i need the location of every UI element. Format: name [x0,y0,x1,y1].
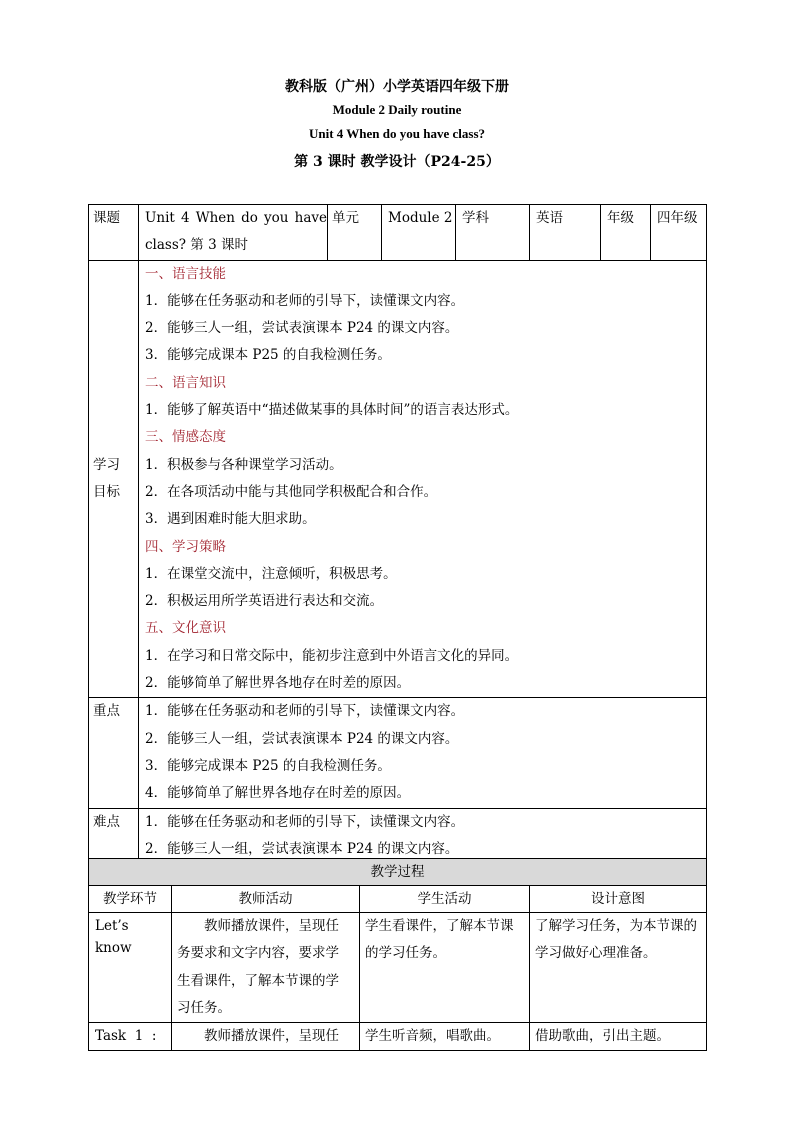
objectives-label-line2: 目标 [93,483,120,500]
key-points-label-cell [89,698,139,808]
process-header-row [89,886,707,913]
stage-cell: Let’s know [89,913,172,1023]
process-row [89,1023,707,1051]
difficulties-row [89,808,707,864]
student-line: 学生听音频，唱歌曲。 [365,1028,500,1045]
unit-label-cell [328,205,382,261]
section-heading-attitude: 三、情感态度 [145,429,226,446]
topic-value-line2: class? 第 3 课时 [145,237,248,254]
topic-label-cell [89,205,139,261]
key-points-content-cell [139,698,707,808]
key-point-item: 4．能够简单了解世界各地存在时差的原因。 [145,785,411,802]
doc-title-series: 教科版（广州）小学英语四年级下册 [285,79,509,95]
key-point-item: 1．能够在任务驱动和老师的引导下，读懂课文内容。 [145,703,465,720]
intent-line: 借助歌曲，引出主题。 [535,1028,670,1045]
grade-value: 四年级 [657,210,698,226]
objective-item: 2．能够简单了解世界各地存在时差的原因。 [145,675,411,692]
key-points-row [89,698,707,808]
student-activity-cell [360,1023,530,1051]
unit-label: 单元 [332,210,359,226]
section-heading-culture: 五、文化意识 [145,620,226,637]
intent-line: 了解学习任务，为本节课的 [535,918,697,934]
key-point-item: 3．能够完成课本 P25 的自我检测任务。 [145,757,391,774]
col-header-stage: 教学环节 [89,886,172,913]
intent-line: 学习做好心理准备。 [535,945,657,962]
doc-title-module: Module 2 Daily routine [332,102,462,117]
objective-item: 3．能够完成课本 P25 的自我检测任务。 [145,347,391,364]
col-header-intent: 设计意图 [530,886,707,913]
objective-item: 1．能够了解英语中“描述做某事的具体时间”的语言表达形式。 [145,402,519,419]
difficulties-label-cell [89,808,139,864]
objectives-label-cell [89,260,139,698]
info-row [89,205,707,261]
unit-value-cell [382,205,456,261]
teacher-activity-cell [172,1023,360,1051]
objectives-row [89,260,707,698]
design-intent-cell [530,1023,707,1051]
objectives-content-cell [139,260,707,698]
objective-item: 2．积极运用所学英语进行表达和交流。 [145,593,384,610]
design-intent-cell [530,913,707,1023]
difficulty-item: 1．能够在任务驱动和老师的引导下，读懂课文内容。 [145,813,465,830]
objective-item: 1．能够在任务驱动和老师的引导下，读懂课文内容。 [145,292,465,309]
teacher-activity-cell [172,913,360,1023]
objective-item: 1．积极参与各种课堂学习活动。 [145,456,343,473]
lesson-info-table [88,204,707,864]
difficulties-label: 难点 [93,813,120,830]
topic-label: 课题 [93,210,120,226]
teacher-line: 习任务。 [177,999,231,1016]
grade-label: 年级 [607,210,634,226]
objective-item: 1．在学习和日常交际中，能初步注意到中外语言文化的异同。 [145,647,519,664]
objective-item: 1．在课堂交流中，注意倾听，积极思考。 [145,565,397,582]
objective-item: 2．能够三人一组，尝试表演课本 P24 的课文内容。 [145,320,459,337]
subject-value: 英语 [536,210,563,226]
key-points-label: 重点 [93,703,120,720]
topic-value-line1: Unit 4 When do you have [145,210,327,226]
topic-value-cell [139,205,328,261]
subject-value-cell [530,205,601,261]
doc-title-lesson: 第 3 课时 教学设计（P24-25） [294,154,500,170]
difficulties-content-cell [139,808,707,864]
objectives-label-line1: 学习 [93,456,120,473]
subject-label-cell [456,205,530,261]
section-heading-skills: 一、语言技能 [145,265,226,282]
process-row [89,913,707,1023]
unit-value: Module 2 [388,210,453,226]
section-heading-knowledge: 二、语言知识 [145,374,226,391]
col-header-teacher: 教师活动 [172,886,360,913]
process-title: 教学过程 [89,859,707,886]
teaching-process-table [88,858,707,1051]
grade-label-cell [601,205,651,261]
teacher-line: 教师播放课件，呈现任 [204,918,339,934]
objective-item: 3．遇到困难时能大胆求助。 [145,511,316,528]
teacher-line: 生看课件，了解本节课的学 [177,972,339,989]
student-activity-cell [360,913,530,1023]
key-point-item: 2．能够三人一组，尝试表演课本 P24 的课文内容。 [145,730,459,747]
grade-value-cell [651,205,707,261]
subject-label: 学科 [462,210,489,226]
doc-title-unit: Unit 4 When do you have class? [308,126,485,141]
objective-item: 2．在各项活动中能与其他同学积极配合和合作。 [145,483,438,500]
teacher-line: 教师播放课件，呈现任 [204,1028,339,1045]
teacher-line: 务要求和文字内容，要求学 [177,945,339,962]
section-heading-strategy: 四、学习策略 [145,538,226,555]
student-line: 学生看课件，了解本节课 [365,918,514,934]
student-line: 的学习任务。 [365,945,446,962]
difficulty-item: 2．能够三人一组，尝试表演课本 P24 的课文内容。 [145,840,459,857]
stage-cell: Task 1 : [89,1023,172,1051]
col-header-student: 学生活动 [360,886,530,913]
